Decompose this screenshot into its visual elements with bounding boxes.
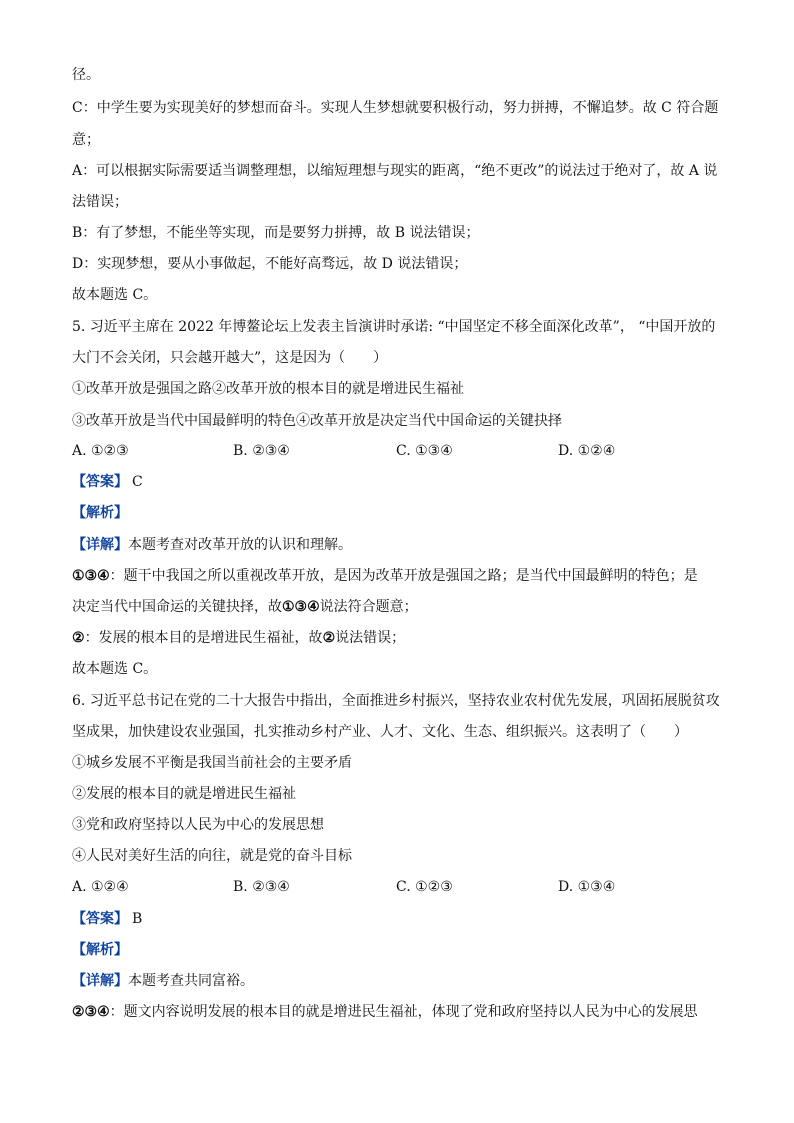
option-b: B. ②③④ xyxy=(233,443,290,459)
explanation-text: 说法错误； xyxy=(335,630,406,646)
explanation-line xyxy=(72,628,405,648)
explanation-text: 说法符合题意； xyxy=(319,599,418,615)
question-5-statement: ①改革开放是强国之路②改革开放的根本目的就是增进民生福祉 xyxy=(72,381,464,397)
answer-value: B xyxy=(132,911,143,927)
answer-value: C xyxy=(132,474,143,490)
analysis-row xyxy=(72,940,128,960)
explanation-prefix: ② xyxy=(322,630,336,646)
answer-row xyxy=(72,472,143,492)
question-6-statement: ④人民对美好生活的向往，就是党的奋斗目标 xyxy=(72,848,352,864)
explanation-prefix: ①③④ xyxy=(282,599,320,615)
answer-label: 【答案】 xyxy=(72,474,128,490)
text-line: D：实现梦想，要从小事做起，不能好高骛远，故 D 说法错误； xyxy=(72,256,468,272)
option-a: A. ①②④ xyxy=(72,879,129,895)
text-line: 径。 xyxy=(72,67,100,83)
analysis-row xyxy=(72,503,128,523)
answer-row xyxy=(72,909,142,929)
option-b: B. ②③④ xyxy=(233,879,290,895)
explanation-prefix: ①③④ xyxy=(72,568,110,584)
option-a: A. ①②③ xyxy=(72,443,129,459)
text-line: C：中学生要为实现美好的梦想而奋斗。实现人生梦想就要积极行动，努力拼搏，不懈追梦。故 C 符合题 xyxy=(72,100,719,116)
explanation-line xyxy=(72,597,418,617)
question-6-statement: ①城乡发展不平衡是我国当前社会的主要矛盾 xyxy=(72,755,352,771)
question-6-stem: 6. 习近平总书记在党的二十大报告中指出，全面推进乡村振兴，坚持农业农村优先发展，巩固拓展脱贫攻 xyxy=(72,693,720,709)
text-line: B：有了梦想，不能坐等实现，而是要努力拼搏，故 B 说法错误； xyxy=(72,225,480,241)
detail-row xyxy=(72,535,352,555)
detail-label: 【详解】 xyxy=(72,973,128,989)
option-d: D. ①③④ xyxy=(558,879,616,895)
option-c: C. ①②③ xyxy=(396,879,453,895)
answer-label: 【答案】 xyxy=(72,911,128,927)
detail-text: 本题考查共同富裕。 xyxy=(128,973,254,989)
question-6-statement: ②发展的根本目的就是增进民生福祉 xyxy=(72,786,296,802)
text-line: 故本题选 C。 xyxy=(72,287,158,303)
text-line: 法错误； xyxy=(72,194,128,210)
explanation-line xyxy=(72,566,698,586)
detail-label: 【详解】 xyxy=(72,537,128,553)
conclusion-line: 故本题选 C。 xyxy=(72,661,158,677)
option-d: D. ①②④ xyxy=(558,443,616,459)
question-6-stem: 坚成果，加快建设农业强国，扎实推动乡村产业、人才、文化、生态、组织振兴。这表明了（ ） xyxy=(72,724,688,740)
text-line: 意； xyxy=(72,132,100,148)
option-c: C. ①③④ xyxy=(396,443,453,459)
explanation-prefix: ② xyxy=(72,630,85,646)
question-5-statement: ③改革开放是当代中国最鲜明的特色④改革开放是决定当代中国命运的关键抉择 xyxy=(72,413,562,429)
analysis-label: 【解析】 xyxy=(72,942,128,958)
explanation-text: 决定当代中国命运的关键抉择，故 xyxy=(72,599,282,615)
explanation-line xyxy=(72,1002,698,1022)
detail-text: 本题考查对改革开放的认识和理解。 xyxy=(128,537,352,553)
question-5-stem: 5. 习近平主席在 2022 年博鳌论坛上发表主旨演讲时承诺: “中国坚定不移全面深化改革”， “中国开放的 xyxy=(72,319,716,335)
explanation-text: ：题干中我国之所以重视改革开放，是因为改革开放是强国之路；是当代中国最鲜明的特色；是 xyxy=(109,568,698,584)
question-5-stem: 大门不会关闭，只会越开越大”，这是因为（ ） xyxy=(72,350,388,366)
explanation-prefix: ②③④ xyxy=(72,1004,110,1020)
detail-row xyxy=(72,971,254,991)
explanation-text: ：题文内容说明发展的根本目的就是增进民生福祉，体现了党和政府坚持以人民为中心的发展思 xyxy=(109,1004,698,1020)
text-line: A：可以根据实际需要适当调整理想，以缩短理想与现实的距离，“绝不更改”的说法过于绝对了，故 A 说 xyxy=(72,163,718,179)
explanation-text: ：发展的根本目的是增进民生福祉，故 xyxy=(84,630,323,646)
question-6-statement: ③党和政府坚持以人民为中心的发展思想 xyxy=(72,817,324,833)
analysis-label: 【解析】 xyxy=(72,505,128,521)
